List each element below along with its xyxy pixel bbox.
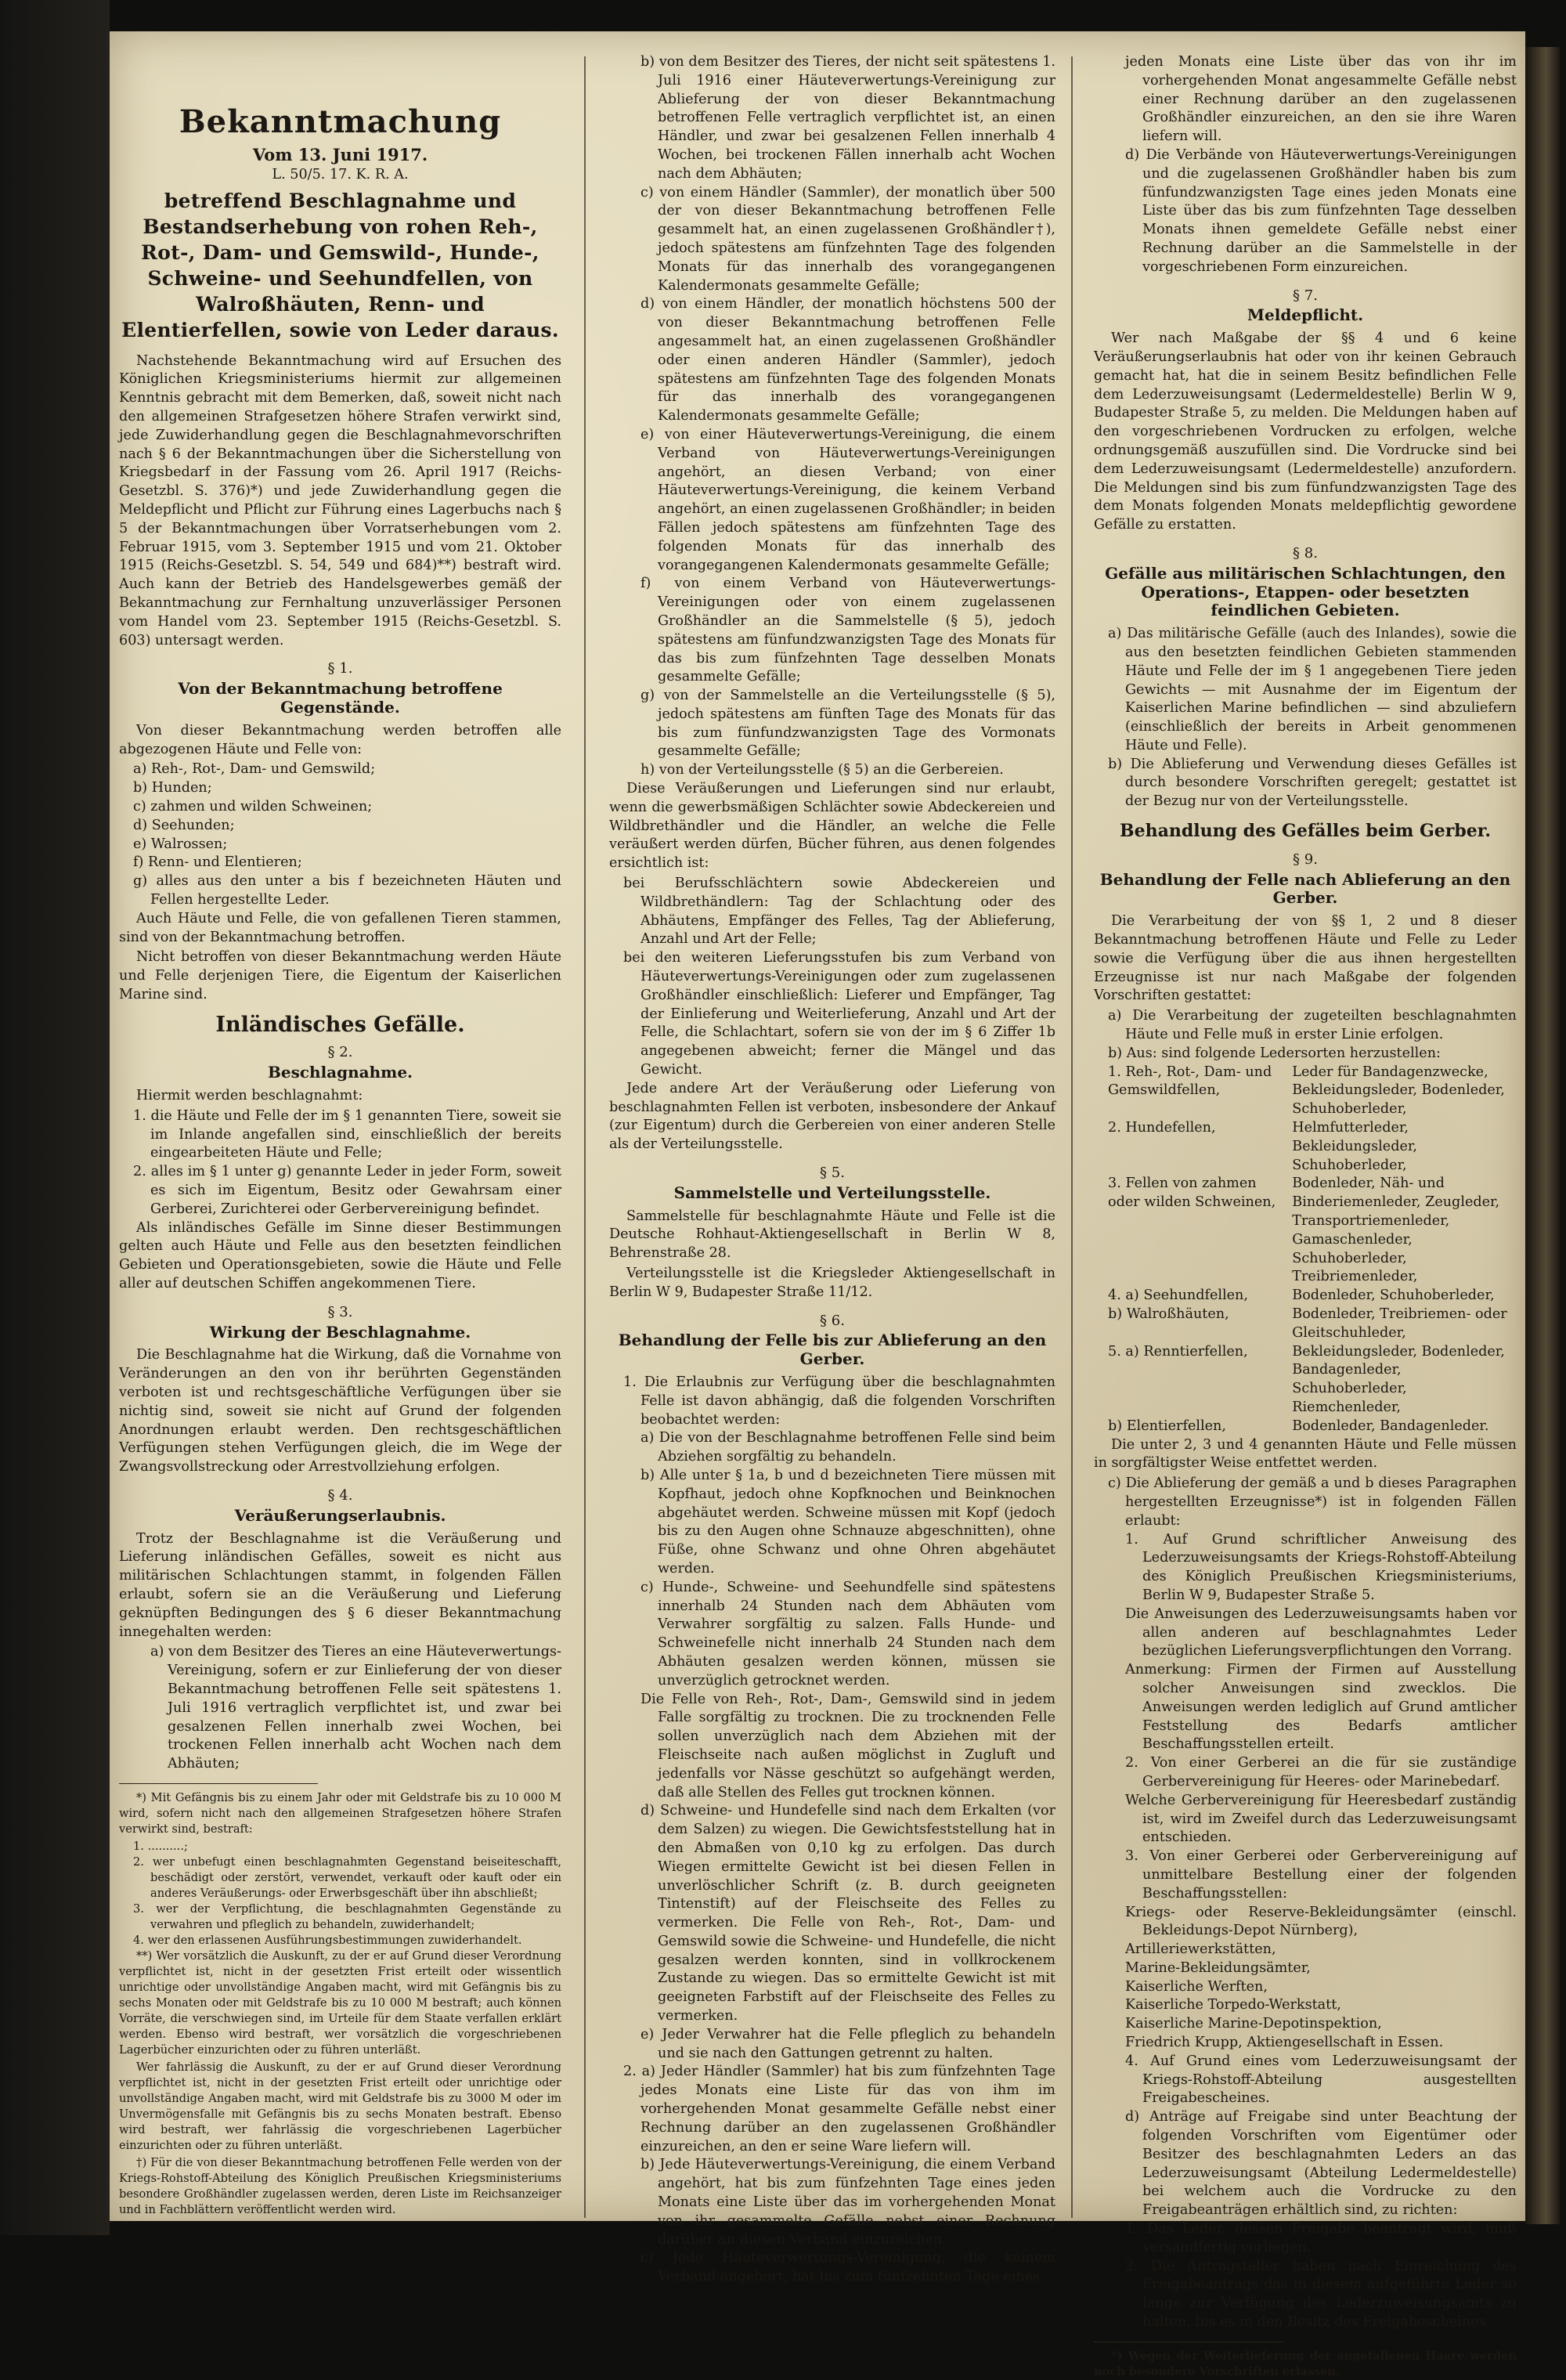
leather-table-row bbox=[1094, 1306, 1517, 1343]
paragraph: Diese Veräußerungen und Lieferungen sind nur erlaubt, wenn die gewerbsmäßigen Schlächter sowie Abdeckereien und Wildbrethändler und die Händler, an welche die Felle veräußert werden dürfen, Bücher führen, aus denen folgendes ersichtlich ist: bbox=[609, 781, 1055, 872]
list-item: Die Anweisungen des Lederzuweisungsamts haben vor allen anderen auf beschlagnahmtes Leder bezüglichen Lieferungsverpflichtungen den Vorrang. bbox=[1125, 1605, 1517, 1659]
leather-table-row bbox=[1094, 1287, 1517, 1306]
document-date: Vom 13. Juni 1917. bbox=[252, 145, 428, 164]
list-item: d) Die Verbände von Häuteverwertungs-Vereinigungen und die zugelassenen Großhändler haben bis zum fünfundzwanzigsten Tage eines jeden Monats eine Liste über das bis zum fünfzehnten Tage desselben Monats ihnen gemeldete Gefälle nebst einer Rechnung darüber an die Sammelstelle in der vorgeschriebenen Form einzureichen. bbox=[1125, 146, 1517, 275]
list-item: d) Anträge auf Freigabe sind unter Beachtung der folgenden Vorschriften vom Eigentümer oder Besitzer des beschlagnahmten Leders an das Lederzuweisungsamt (Abteilung Ledermeldestelle) bei welchem auch die Vordrucke zu den Freigabeanträgen erhältlich sind, zu richten: bbox=[1125, 2109, 1517, 2219]
list-item: Kaiserliche Werften, bbox=[1125, 1978, 1268, 1995]
list-item: e) Walrossen; bbox=[133, 836, 228, 852]
list-item: Artilleriewerkstätten, bbox=[1125, 1941, 1276, 1958]
list-item: h) von der Verteilungsstelle (§ 5) an die Gerbereien. bbox=[640, 762, 1004, 778]
section-heading: Meldepflicht. bbox=[1247, 305, 1364, 325]
section-number: § 7. bbox=[1293, 287, 1318, 304]
section-number: § 8. bbox=[1293, 544, 1318, 562]
footnote-item: 1. ..........; bbox=[133, 1839, 188, 1853]
paragraph: Auch Häute und Felle, die von gefallenen Tieren stammen, sind von der Bekanntmachung betroffen. bbox=[119, 910, 561, 945]
footnote-item: 2. wer unbefugt einen beschlagnahmten Gegenstand beiseiteschafft, beschädigt oder zerstört, verwendet, verkauft oder kauft oder ein anderes Veräußerungs- oder Erwerbsgeschäft über ihn abschließt; bbox=[133, 1855, 561, 1900]
leather-table-row bbox=[1094, 1064, 1517, 1119]
list-item: 2. Von einer Gerberei an die für sie zuständige Gerbervereinigung für Heeres- oder Marinebedarf. bbox=[1125, 1755, 1517, 1790]
paragraph: Verteilungsstelle ist die Kriegsleder Aktiengesellschaft in Berlin W 9, Budapester Straße 11/12. bbox=[609, 1266, 1055, 1300]
leather-types: Bekleidungsleder, Bodenleder, Bandagenleder, Schuhoberleder, Riemchenleder, bbox=[1292, 1343, 1505, 1415]
list-item: e) von einer Häuteverwertungs-Vereinigung, die einem Verband von Häuteverwertungs-Vereinigungen angehört, an diesen Verband; von einer Häuteverwertungs-Vereinigung, die keinem Verband angehört, an einen zugelassenen Großhändler; in beiden Fällen jedoch spätestens am fünfzehnten Tage des folgenden Monats für das innerhalb des vorangegangenen Kalendermonats gesammelte Gefälle; bbox=[640, 426, 1055, 573]
list-item: b) Alle unter § 1a, b und d bezeichneten Tiere müssen mit Kopfhaut, jedoch ohne Kopfknochen und Beinknochen abgehäutet werden. Schweine müssen mit Kopf (jedoch bis zu den Augen ohne Schnauze abgeschnitten), ohne Füße, ohne Schwanz und ohne Ohren abgehäutet werden. bbox=[640, 1467, 1055, 1576]
list-item: c) Jede Häuteverwertungs-Vereinigung, die keinem Verband angehört, hat bis zum fünfzehnten Tage eines bbox=[640, 2250, 1055, 2285]
raw-material: 1. Reh-, Rot-, Dam- und Gemswildfellen, bbox=[1108, 1064, 1272, 1099]
section-number: § 4. bbox=[327, 1487, 353, 1504]
leather-types: Bodenleder, Näh- und Binderiemenleder, Zeugleder, Transportriemenleder, Gamaschenleder, Schuhoberleder, Treibriemenleder, bbox=[1292, 1176, 1500, 1285]
list-item: 1. Das Leder, dessen Freigabe beantragt wird, muß versandfertig vorliegen. bbox=[1125, 2221, 1517, 2255]
list-item: Friedrich Krupp, Aktiengesellschaft in Essen. bbox=[1125, 2035, 1444, 2051]
list-item: f) von einem Verband von Häuteverwertungs-Vereinigungen oder von einem zugelassenen Großhändler an die Sammelstelle (§ 5), jedoch spätestens am fünfundzwanzigsten Tage des Monats für das bis zum fünfzehnten Tage desselben Monats gesammelte Gefälle; bbox=[640, 576, 1055, 685]
column-1 bbox=[119, 53, 561, 2215]
list-item: Kaiserliche Marine-Depotinspektion, bbox=[1125, 2016, 1382, 2032]
paragraph: Von dieser Bekanntmachung werden betroffen alle abgezogenen Häute und Felle von: bbox=[119, 722, 561, 757]
list-item: Die Felle von Reh-, Rot-, Dam-, Gemswild sind in jedem Falle sorgfältig zu trocknen. Die zu trocknenden Felle sollen unverzüglich nach dem Abziehen mit der Fleischseite nach außen möglichst in Zugluft und jedenfalls vor Nässe geschützt so aufgehängt werden, daß alle Stellen des Felles gut trocknen können. bbox=[640, 1691, 1055, 1800]
list-item: b) Die Ablieferung und Verwendung dieses Gefälles ist durch besondere Vorschriften geregelt; gestattet ist der Bezug nur von der Verteilungsstelle. bbox=[1108, 756, 1517, 810]
list-item: g) von der Sammelstelle an die Verteilungsstelle (§ 5), jedoch spätestens am fünften Tage des Monats für das bis zum fünfundzwanzigsten Tage des Vormonats gesammelte Gefälle; bbox=[640, 688, 1055, 760]
list-item: b) von dem Besitzer des Tieres, der nicht seit spätestens 1. Juli 1916 einer Häuteverwertungs-Vereinigung zur Ablieferung der von dieser Bekanntmachung betroffenen Felle vertraglich verpflichtet ist, an einen Händler, und zwar bei gesalzenen Fellen innerhalb 4 Wochen, bei trockenen Fällen innerhalb acht Wochen nach dem Abhäuten; bbox=[640, 54, 1055, 182]
section-heading: Von der Bekanntmachung betroffene Gegenstände. bbox=[178, 679, 503, 717]
footnote-rule bbox=[119, 1783, 318, 1784]
leather-type-table bbox=[1094, 1064, 1517, 1436]
section-heading: Sammelstelle und Verteilungsstelle. bbox=[673, 1183, 991, 1202]
paragraph: jeden Monats eine Liste über das von ihr im vorhergehenden Monat angesammelte Gefälle nebst einer Rechnung darüber an den zugelassenen Großhändler einzureichen, an den sie ihre Waren liefern will. bbox=[1125, 54, 1517, 145]
column-rule bbox=[1071, 56, 1073, 2218]
raw-material: 2. Hundefellen, bbox=[1108, 1120, 1216, 1136]
leather-types: Bodenleder, Schuhoberleder, bbox=[1292, 1288, 1495, 1304]
section-heading: Behandlung der Felle nach Ablieferung an den Gerber. bbox=[1099, 869, 1511, 908]
paragraph: 1. Die Erlaubnis zur Verfügung über die beschlagnahmten Felle ist davon abhängig, daß die folgenden Vorschriften beobachtet werden: bbox=[623, 1374, 1055, 1428]
column-3 bbox=[1094, 53, 1517, 2378]
section-heading: Gefälle aus militärischen Schlachtungen, den Operations-, Etappen- oder besetzten feindlichen Gebieten. bbox=[1105, 563, 1506, 620]
list-item: 2. Die Antragsteller haben nach Einreichung des Freigabeantrags das in diesem aufgeführte Leder so lange zur Verfügung des Lederzuweisungsamts zu halten, bis es in den Besitz des Freigabescheines bbox=[1125, 2258, 1517, 2331]
leather-table-row bbox=[1094, 1418, 1517, 1436]
list-item: 3. Von einer Gerberei oder Gerbervereinigung auf unmittelbare Bestellung einer der folgenden Beschaffungsstellen: bbox=[1125, 1848, 1517, 1901]
list-item: Welche Gerbervereinigung für Heeresbedarf zuständig ist, wird im Zweifel durch das Lederzuweisungsamt entschieden. bbox=[1125, 1792, 1517, 1846]
footnote: *) Mit Gefängnis bis zu einem Jahr oder mit Geldstrafe bis zu 10 000 M wird, sofern nicht nach den allgemeinen Strafgesetzen höhere Strafen verwirkt sind, bestraft: bbox=[119, 1790, 561, 1836]
column-2 bbox=[609, 53, 1055, 2285]
paragraph: Sammelstelle für beschlagnahmte Häute und Felle ist die Deutsche Rohhaut-Aktiengesellschaft in Berlin W 8, Behrenstraße 28. bbox=[609, 1208, 1055, 1262]
section-heading: Veräußerungserlaubnis. bbox=[234, 1505, 446, 1525]
section-number: § 1. bbox=[327, 660, 353, 677]
list-item: a) Das militärische Gefälle (auch des Inlandes), sowie die aus den besetzten feindlichen Gebieten stammenden Häute und Felle der im § 1 angegebenen Tiere jeden Gewichts — mit Ausnahme der im Eigentum der Kaiserlichen Marine befindlichen — sind abzuliefern (einschließlich der bereits in Arbeit genommenen Häute und Felle). bbox=[1108, 626, 1517, 753]
leather-types: Helmfutterleder, Bekleidungsleder, Schuhoberleder, bbox=[1292, 1120, 1417, 1173]
paragraph: Jede andere Art der Veräußerung oder Lieferung von beschlagnahmten Fellen ist verboten, insbesondere der Ankauf (zur Eigentum) durch die Gerbereien von einer anderen Stelle als der Verteilungsstelle. bbox=[609, 1080, 1055, 1153]
paragraph: Die Beschlagnahme hat die Wirkung, daß die Vornahme von Veränderungen an den von ihr berührten Gegenständen verboten ist und rechtsgeschäftliche Verfügungen über sie nichtig sind, soweit sie nicht auf Grund der folgenden Anordnungen erlaubt werden. Den rechtsgeschäftlichen Verfügungen stehen Verfügungen gleich, die im Wege der Zwangsvollstreckung oder Arrestvollziehung erfolgen. bbox=[119, 1347, 561, 1475]
footnote: **) Wer vorsätzlich die Auskunft, zu der er auf Grund dieser Verordnung verpflichtet ist, nicht in der gesetzten Frist erteilt oder wissentlich unrichtige oder unvollständige Angaben macht, wird mit Gefängnis bis zu sechs Monaten oder mit Geldstrafe bis zu 10 000 M bestraft; auch können Vorräte, die verschwiegen sind, im Urteile für dem Staate verfallen erklärt werden. Ebenso wird bestraft, wer vorsätzlich die vorgeschriebenen Lagerbücher einzurichten oder zu führen unterläßt. bbox=[119, 1948, 561, 2057]
leather-types: Leder für Bandagenzwecke, Bekleidungsleder, Bodenleder, Schuhoberleder, bbox=[1292, 1064, 1505, 1118]
list-item: c) von einem Händler (Sammler), der monatlich über 500 der von dieser Bekanntmachung betroffenen Felle gesammelt hat, an einen zugelassenen Großhändler†), jedoch spätestens am fünfzehnten Tage des folgenden Monats für das innerhalb des vorangegangenen Kalendermonats gesammelte Gefälle; bbox=[640, 184, 1055, 294]
paragraph: Hiermit werden beschlagnahmt: bbox=[136, 1088, 363, 1104]
leather-table-row bbox=[1094, 1175, 1517, 1287]
document-reference: L. 50/5. 17. K. R. A. bbox=[272, 166, 409, 182]
scan-left-margin bbox=[0, 0, 110, 2235]
list-item: d) von einem Händler, der monatlich höchstens 500 der von dieser Bekanntmachung betroffenen Felle angesammelt hat, an einen zugelassenen Großhändler oder einen anderen Händler (Sammler), jedoch spätestens am fünfzehnten Tage des folgenden Monats für das innerhalb des vorangegangenen Kalendermonats gesammelte Gefälle; bbox=[640, 296, 1055, 424]
section-number: § 3. bbox=[327, 1303, 353, 1320]
list-item: g) alles aus den unter a bis f bezeichneten Häuten und Fellen hergestellte Leder. bbox=[133, 873, 561, 908]
document-subject: betreffend Beschlagnahme und Bestandserhebung von rohen Reh-, Rot-, Dam- und Gemswild-, Hunde-, Schweine- und Seehundfellen, von Walroßhäuten, Renn- und Elentierfellen, sowie von Leder daraus. bbox=[121, 189, 559, 341]
list-item: b) Hunden; bbox=[133, 780, 212, 796]
footnote-item: 3. wer der Verpflichtung, die beschlagnahmten Gegenstände zu verwahren und pfleglich zu behandeln, zuwiderhandelt; bbox=[133, 1901, 561, 1931]
list-item: c) zahmen und wilden Schweinen; bbox=[133, 798, 373, 814]
list-item: Kaiserliche Torpedo-Werkstatt, bbox=[1125, 1997, 1341, 2013]
document-title: Bekanntmachung bbox=[179, 103, 502, 140]
paragraph: Als inländisches Gefälle im Sinne dieser Bestimmungen gelten auch Häute und Felle aus den besetzten feindlichen Gebieten und Operationsgebieten, sowie die Häute und Felle aller auf deutschen Schiffen angekommenen Tiere. bbox=[119, 1219, 561, 1292]
list-item: a) von dem Besitzer des Tieres an eine Häuteverwertungs-Vereinigung, sofern er zur Einlieferung der von dieser Bekanntmachung betroffenen Felle seit spätestens 1. Juli 1916 vertraglich verpflichtet ist, und zwar bei gesalzenen Fellen innerhalb zwei Wochen, bei trockenen Fellen innerhalb acht Wochen nach dem Abhäuten; bbox=[150, 1644, 561, 1772]
section-heading: Beschlagnahme. bbox=[267, 1063, 413, 1082]
list-item: a) Die von der Beschlagnahme betroffenen Felle sind beim Abziehen sorgfältig zu behandeln. bbox=[640, 1430, 1055, 1465]
part-heading: Inländisches Gefälle. bbox=[215, 1012, 465, 1037]
list-item: d) Seehunden; bbox=[133, 817, 235, 833]
list-item: c) Die Ablieferung der gemäß a und b dieses Paragraphen hergestellten Erzeugnisse*) ist in folgenden Fällen erlaubt: bbox=[1108, 1475, 1517, 1529]
adjacent-page-edge bbox=[1525, 47, 1560, 2224]
paragraph: Nicht betroffen von dieser Bekanntmachung werden Häute und Felle derjenigen Tiere, die Eigentum der Kaiserlichen Marine sind. bbox=[119, 949, 561, 1002]
leather-types: Bodenleder, Bandagenleder. bbox=[1292, 1418, 1489, 1434]
raw-material: 5. a) Renntierfellen, bbox=[1108, 1343, 1248, 1360]
list-item: f) Renn- und Elentieren; bbox=[133, 854, 302, 871]
footnote-item: 4. wer den erlassenen Ausführungsbestimmungen zuwiderhandelt. bbox=[133, 1933, 522, 1947]
list-item: b) Aus: sind folgende Ledersorten herzustellen: bbox=[1108, 1045, 1441, 1061]
paragraph: Die unter 2, 3 und 4 genannten Häute und Felle müssen in sorgfältigster Weise entfettet werden. bbox=[1094, 1436, 1517, 1472]
section-number: § 9. bbox=[1293, 851, 1318, 868]
list-item: a) Reh-, Rot-, Dam- und Gemswild; bbox=[133, 761, 376, 778]
section-heading: Behandlung der Felle bis zur Ablieferung an den Gerber. bbox=[618, 1331, 1047, 1369]
permission-list bbox=[1094, 1531, 1517, 2332]
raw-material: 4. a) Seehundfellen, bbox=[1108, 1288, 1248, 1304]
paragraph: Wer nach Maßgabe der §§ 4 und 6 keine Veräußerungserlaubnis hat oder von ihr keinen Gebrauch gemacht hat, hat die in seinem Besitz befindlichen Felle dem Lederzuweisungsamt (Ledermeldestelle) Berlin W 9, Budapester Straße 5, zu melden. Die Meldungen haben auf den vorgeschriebenen Vordrucken zu erfolgen, welche ordnungsgemäß auszufüllen sind. Die Vordrucke sind bei dem Lederzuweisungsamt (Ledermeldestelle) anzufordern. Die Meldungen sind bis zum fünfundzwanzigsten Tage des dem Monats folgenden Monats meldepflichtig gewordene Gefälle zu erstatten. bbox=[1094, 330, 1517, 533]
footnote: †) Für die von dieser Bekanntmachung betroffenen Felle werden von der Kriegs-Rohstoff-Abteilung des Königlich Preußischen Kriegsministeriums besondere Großhändler zugelassen werden, deren Liste im Reichsanzeiger und in Fachblättern veröffentlicht werden wird. bbox=[119, 2155, 561, 2216]
raw-material: b) Walroßhäuten, bbox=[1108, 1306, 1229, 1322]
list-item: e) Jeder Verwahrer hat die Felle pfleglich zu behandeln und sie nach den Gattungen getrennt zu halten. bbox=[640, 2026, 1055, 2061]
leather-table-row bbox=[1094, 1343, 1517, 1418]
section-number: § 5. bbox=[820, 1165, 845, 1182]
leather-table-row bbox=[1094, 1119, 1517, 1175]
paragraph: Trotz der Beschlagnahme ist die Veräußerung und Lieferung inländischen Gefälles, soweit es nicht aus militärischen Schlachtungen stammt, in folgenden Fällen erlaubt, sofern sie an die Veräußerung und Lieferung geknüpften Bedingungen des § 6 dieser Bekanntmachung innegehalten werden: bbox=[119, 1530, 561, 1640]
list-item: 4. Auf Grund eines vom Lederzuweisungsamt der Kriegs-Rohstoff-Abteilung ausgestellten Freigabescheines. bbox=[1125, 2053, 1517, 2107]
list-item: a) Die Verarbeitung der zugeteilten beschlagnahmten Häute und Felle muß in erster Linie erfolgen. bbox=[1108, 1008, 1517, 1043]
paragraph: bei Berufsschlächtern sowie Abdeckereien und Wildbrethändlern: Tag der Schlachtung oder des Abhäutens, Empfänger des Felles, Tag der Ablieferung, Anzahl und Art der Felle; bbox=[623, 876, 1055, 948]
part-heading: Behandlung des Gefälles beim Gerber. bbox=[1120, 821, 1491, 842]
paragraph: bei den weiteren Lieferungsstufen bis zum Verband von Häuteverwertungs-Vereinigungen oder zum zugelassenen Großhändler einschließlich: Lieferer und Empfänger, Tag der Einlieferung und Weiterlieferung, Anzahl und Art der Felle, die Schlachtart, sofern sie von der im § 6 Ziffer 1b angegebenen abweicht; ferner die Mängel und das Gewicht. bbox=[623, 950, 1055, 1078]
footnote: Wer fahrlässig die Auskunft, zu der er auf Grund dieser Verordnung verpflichtet ist, nicht in der gesetzten Frist erteilt oder unrichtige oder unvollständige Angaben macht, wird mit Geldstrafe bis zu 3000 M oder im Unvermögensfalle mit Gefängnis bis zu sechs Monaten bestraft. Ebenso wird bestraft, wer fahrlässig die vorgeschriebenen Lagerbücher einzurichten oder zu führen unterläßt. bbox=[119, 2060, 561, 2152]
section-number: § 6. bbox=[820, 1312, 845, 1329]
section-heading: Wirkung der Beschlagnahme. bbox=[209, 1322, 471, 1342]
footnote: *) Wegen der Weiterlieferung der angefallenen Haare werden noch besondere Vorschriften erlassen. bbox=[1094, 2349, 1517, 2378]
list-item: d) Schweine- und Hundefelle sind nach dem Erkalten (vor dem Salzen) zu wiegen. Die Gewichtsfeststellung hat in den Abmaßen von 0,10 kg zu erfolgen. Das durch Wiegen ermittelte Gewicht ist bei diesen Fellen in unverlöschlicher Schrift (z. B. durch geeigneten Tintenstift) auf der Fleischseite des Felles zu vermerken. Die Felle von Reh-, Rot-, Dam- und Gemswild sowie die Schweine- und Hundefelle, die nicht gesalzen werden konnten, sind in vollkrockenem Zustande zu wiegen. Das so ermittelte Gewicht ist mit geeigneten Farbstift auf der Fleischseite des Felles zu vermerken. bbox=[640, 1803, 1055, 2024]
list-item: 1. Auf Grund schriftlicher Anweisung des Lederzuweisungsamts der Kriegs-Rohstoff-Abteilung des Königlich Preußischen Kriegsministeriums, Berlin W 9, Budapester Straße 5. bbox=[1125, 1531, 1517, 1603]
paragraph: Die Verarbeitung der von §§ 1, 2 und 8 dieser Bekanntmachung betroffenen Häute und Felle zu Leder sowie die Verfügung über die aus ihnen hergestellten Erzeugnisse ist nur nach Maßgabe der folgenden Vorschriften gestattet: bbox=[1094, 913, 1517, 1004]
raw-material: b) Elentierfellen, bbox=[1108, 1418, 1226, 1434]
list-item: Marine-Bekleidungsämter, bbox=[1125, 1959, 1311, 1976]
column-rule bbox=[584, 56, 586, 2218]
leather-types: Bodenleder, Treibriemen- oder Gleitschuhleder, bbox=[1292, 1306, 1507, 1341]
list-item: b) Jede Häuteverwertungs-Vereinigung, die einem Verband angehört, hat bis zum fünfzehnten Tage eines jeden Monats eine Liste über das im vorhergehenden Monat von ihr gesammelte Gefälle nebst einer Rechnung darüber an diesen Verband einzureichen. bbox=[640, 2157, 1055, 2248]
list-item: 2. alles im § 1 unter g) genannte Leder in jeder Form, soweit es sich im Eigentum, Besitz oder Gewahrsam einer Gerberei, Zurichterei oder Gerbervereinigung befindet. bbox=[133, 1164, 561, 1217]
list-item: Kriegs- oder Reserve-Bekleidungsämter (einschl. Bekleidungs-Depot Nürnberg), bbox=[1125, 1904, 1517, 1939]
intro-paragraph: Nachstehende Bekanntmachung wird auf Ersuchen des Königlichen Kriegsministeriums hiermit zur allgemeinen Kenntnis gebracht mit dem Bemerken, daß, soweit nicht nach den allgemeinen Strafgesetzen höhere Strafen verwirkt sind, jede Zuwiderhandlung gegen die Beschlagnahmevorschriften nach § 6 der Bekanntmachungen über die Sicherstellung von Kriegsbedarf in der Fassung vom 26. April 1917 (Reichs-Gesetzbl. S. 376)*) und jede Zuwiderhandlung gegen die Meldepflicht und Pflicht zur Führung eines Lagerbuchs nach § 5 der Bekanntmachungen über Vorratserhebungen vom 2. Februar 1915, vom 3. September 1915 und vom 21. Oktober 1915 (Reichs-Gesetzbl. S. 54, 549 und 684)**) bestraft wird. Auch kann der Betrieb des Handelsgewerbes gemäß der Bekanntmachung zur Fernhaltung unzuverlässiger Personen vom Handel vom 23. September 1915 (Reichs-Gesetzbl. S. 603) untersagt werden. bbox=[119, 352, 561, 648]
raw-material: 3. Fellen von zahmen oder wilden Schweinen, bbox=[1108, 1176, 1276, 1211]
list-item: 1. die Häute und Felle der im § 1 genannten Tiere, soweit sie im Inlande angefallen sind, einschließlich der bereits eingearbeiteten Häute und Felle; bbox=[133, 1107, 561, 1161]
list-item: Anmerkung: Firmen der Firmen auf Ausstellung solcher Anweisungen sind zwecklos. Die Anweisungen werden lediglich auf Grund amtlicher Feststellung des Bedarfs amtlicher Beschaffungsstellen erteilt. bbox=[1125, 1662, 1517, 1753]
list-item: c) Hunde-, Schweine- und Seehundfelle sind spätestens innerhalb 24 Stunden nach dem Abhäuten vom Verwahrer sorgfältig zu salzen. Falls Hunde- und Schweinefelle nicht innerhalb 24 Stunden nach dem Abhäuten gesalzen werden können, müssen sie unverzüglich getrocknet werden. bbox=[640, 1579, 1055, 1688]
section-number: § 2. bbox=[327, 1044, 353, 1061]
list-item: 2. a) Jeder Händler (Sammler) hat bis zum fünfzehnten Tage jedes Monats eine Liste für das von ihm im vorhergehenden Monat gesammelte Gefälle nebst einer Rechnung darüber an den zugelassenen Großhändler einzureichen, an den er seine Ware liefern will. bbox=[623, 2064, 1055, 2154]
